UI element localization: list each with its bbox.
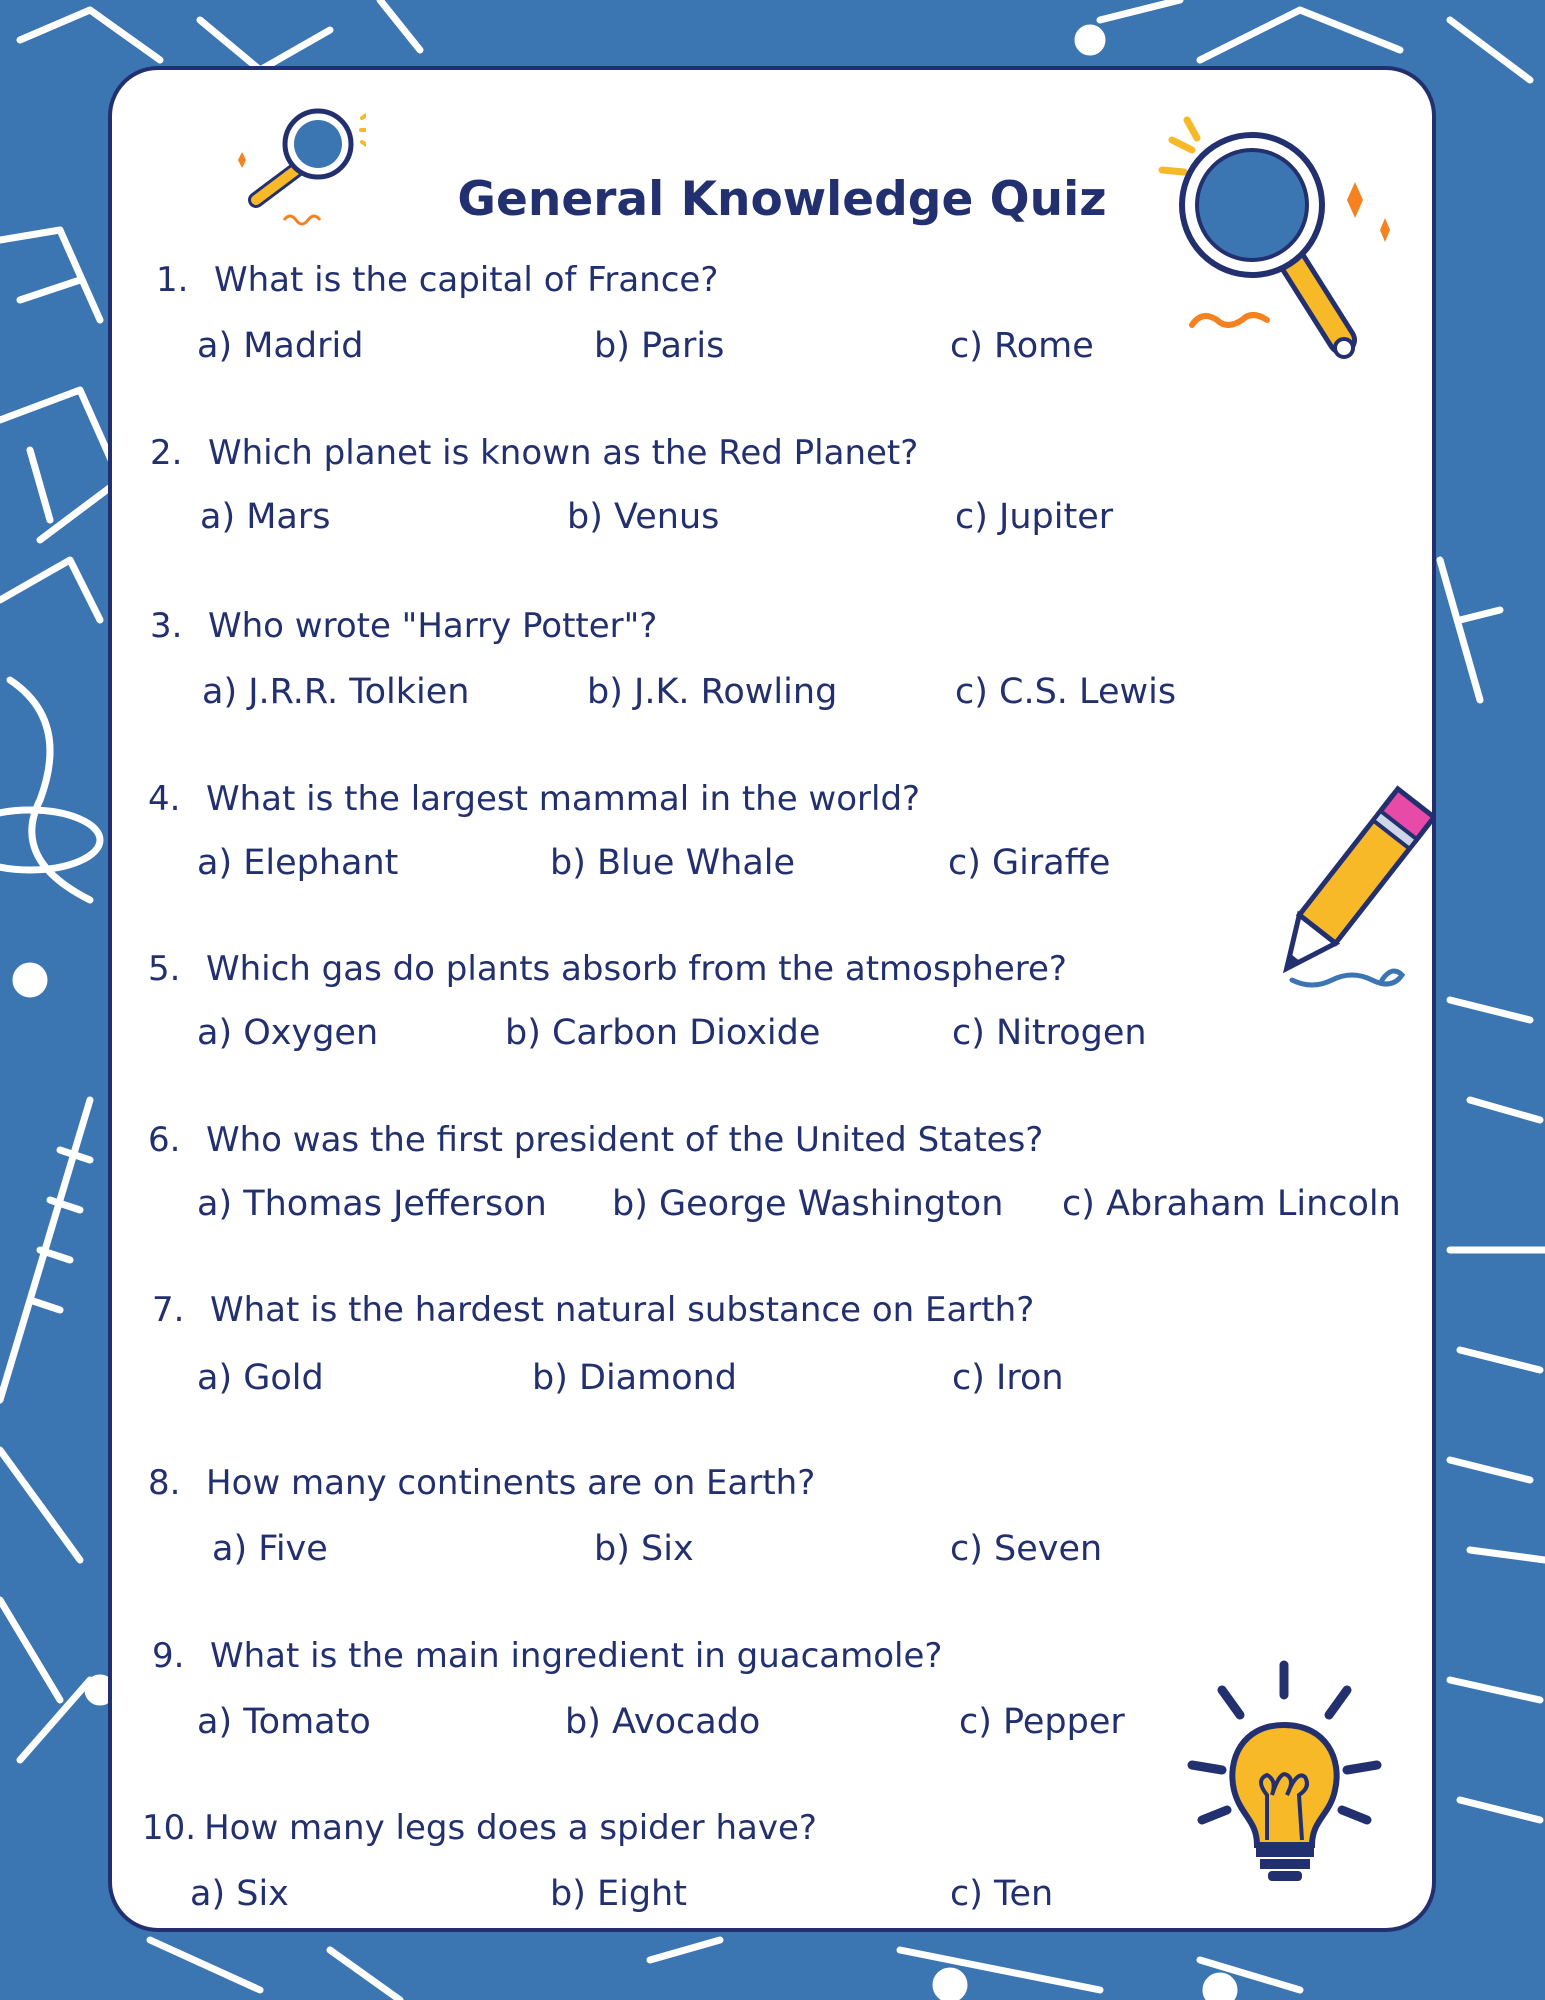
answer-option-c: c) Seven	[950, 1529, 1103, 1569]
question-5	[148, 949, 1067, 989]
answer-option-b: b) Paris	[594, 326, 725, 366]
answer-option-a: a) Gold	[197, 1358, 324, 1398]
question-3	[150, 606, 657, 646]
question-7	[152, 1290, 1034, 1330]
question-text: What is the largest mammal in the world?	[206, 779, 921, 819]
answer-option-c: c) Giraffe	[948, 843, 1111, 883]
answer-option-b: b) Six	[594, 1529, 694, 1569]
question-number: 4.	[148, 779, 181, 819]
question-6	[148, 1120, 1043, 1160]
question-4	[148, 779, 920, 819]
answer-option-a: a) Madrid	[197, 326, 364, 366]
quiz-card	[108, 66, 1436, 1932]
question-text: Who was the first president of the United States?	[206, 1120, 1044, 1160]
answer-option-b: b) George Washington	[612, 1184, 1004, 1224]
question-number: 7.	[152, 1290, 185, 1330]
question-text: What is the capital of France?	[214, 260, 719, 300]
answer-option-a: a) Thomas Jefferson	[197, 1184, 547, 1224]
question-number: 8.	[148, 1463, 181, 1503]
question-text: How many continents are on Earth?	[206, 1463, 816, 1503]
answer-option-c: c) C.S. Lewis	[955, 672, 1177, 712]
answer-option-c: c) Pepper	[959, 1702, 1125, 1742]
answer-option-a: a) Five	[212, 1529, 328, 1569]
question-text: Which planet is known as the Red Planet?	[208, 433, 919, 473]
answer-option-b: b) J.K. Rowling	[587, 672, 838, 712]
lightbulb-icon	[1172, 1645, 1402, 1885]
question-text: How many legs does a spider have?	[204, 1808, 817, 1848]
question-text: What is the hardest natural substance on Earth?	[210, 1290, 1035, 1330]
question-9	[152, 1636, 942, 1676]
answer-option-c: c) Jupiter	[955, 497, 1114, 537]
question-number: 2.	[150, 433, 183, 473]
question-8	[148, 1463, 815, 1503]
answer-option-b: b) Avocado	[565, 1702, 761, 1742]
question-text: What is the main ingredient in guacamole?	[210, 1636, 943, 1676]
question-number: 9.	[152, 1636, 185, 1676]
answer-option-c: c) Abraham Lincoln	[1062, 1184, 1401, 1224]
answer-option-a: a) Elephant	[197, 843, 399, 883]
question-1	[156, 260, 718, 300]
answer-option-b: b) Diamond	[532, 1358, 738, 1398]
question-number: 5.	[148, 949, 181, 989]
answer-option-a: a) Oxygen	[197, 1013, 379, 1053]
magnifier-icon	[1152, 110, 1402, 370]
question-2	[150, 433, 918, 473]
answer-option-a: a) J.R.R. Tolkien	[202, 672, 470, 712]
question-number: 3.	[150, 606, 183, 646]
answer-option-b: b) Venus	[567, 497, 720, 537]
answer-option-c: c) Nitrogen	[952, 1013, 1147, 1053]
question-10	[142, 1808, 817, 1848]
answer-option-a: a) Six	[190, 1874, 289, 1914]
question-number: 6.	[148, 1120, 181, 1160]
answer-option-a: a) Tomato	[197, 1702, 371, 1742]
question-number: 1.	[156, 260, 189, 300]
answer-option-b: b) Carbon Dioxide	[505, 1013, 821, 1053]
answer-option-c: c) Iron	[952, 1358, 1064, 1398]
answer-option-c: c) Rome	[950, 326, 1094, 366]
answer-option-b: b) Blue Whale	[550, 843, 796, 883]
answer-option-c: c) Ten	[950, 1874, 1054, 1914]
answer-option-a: a) Mars	[200, 497, 331, 537]
page-title: General Knowledge Quiz	[457, 172, 1107, 227]
question-text: Who wrote "Harry Potter"?	[208, 606, 658, 646]
pencil-icon	[1222, 760, 1436, 1010]
question-number: 10.	[142, 1808, 197, 1848]
question-text: Which gas do plants absorb from the atmosphere?	[206, 949, 1067, 989]
answer-option-b: b) Eight	[550, 1874, 687, 1914]
